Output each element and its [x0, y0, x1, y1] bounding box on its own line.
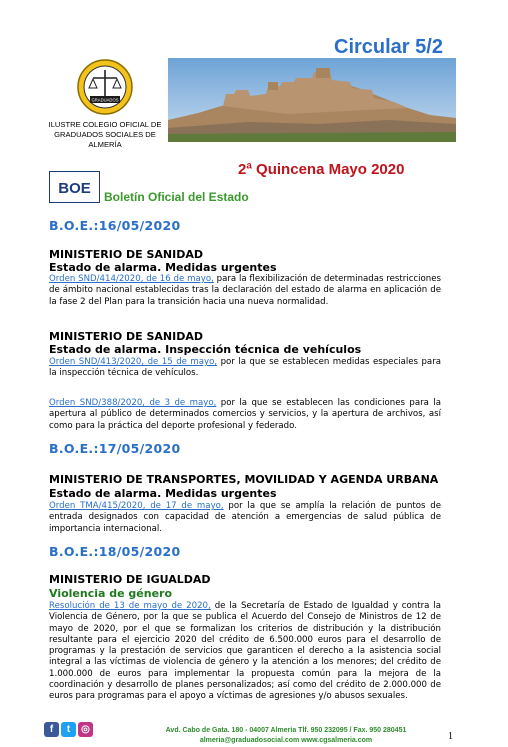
boe-logo — [49, 171, 100, 203]
footer-address: Avd. Cabo de Gata. 180 - 04007 Almería Tlf. 950 232095 / Fax. 950 280451 — [165, 727, 407, 734]
entry-text: por la que se establecen las condiciones para la apertura al público de determinados comercios y servicios, y la apertura de archivos, así como para la práctica del deporte profesional y federado. — [49, 398, 441, 431]
college-name: ILUSTRE COLEGIO OFICIAL DE GRADUADOS SOCIALES DE ALMERÍA — [48, 120, 162, 149]
boe-date-heading: B.O.E.:17/05/2020 — [49, 441, 181, 456]
boe-title: Boletín Oficial del Estado — [104, 190, 249, 204]
entry-paragraph — [49, 501, 441, 535]
ministry-heading: MINISTERIO DE TRANSPORTES, MOVILIDAD Y AGENDA URBANA — [49, 473, 439, 486]
ministry-heading: MINISTERIO DE SANIDAD — [49, 330, 204, 343]
circular-number: Circular 5/2 — [334, 36, 443, 58]
resolution-link[interactable]: Resolución de 13 de mayo de 2020, — [49, 601, 211, 611]
subject-heading: Estado de alarma. Inspección técnica de vehículos — [49, 343, 362, 356]
footer-email-web[interactable]: almeria@graduadosocial.com www.cgsalmeria.com — [199, 736, 373, 744]
facebook-icon[interactable]: f — [44, 722, 59, 737]
subject-heading: Estado de alarma. Medidas urgentes — [49, 261, 277, 274]
entry-text: para la flexibilización de determinadas restricciones de ámbito nacional establecidas tras la declaración del estado de alarma en aplicación de la fase 2 del Plan para la transición hacia una nueva normalidad. — [49, 274, 441, 307]
ministry-heading: MINISTERIO DE SANIDAD — [49, 248, 204, 261]
entry-paragraph — [49, 398, 441, 432]
boe-logo-text: BOE — [58, 180, 91, 197]
entry-paragraph — [49, 357, 441, 380]
footer-contact — [140, 726, 432, 745]
entry-text: por la que se establecen medidas especiales para la inspección técnica de vehículos. — [49, 357, 441, 379]
entry-text: por la que se amplía la relación de puntos de entrada designados con capacidad de atención a emergencias de salud pública de importancia internacional. — [49, 501, 442, 534]
order-link[interactable]: Orden SND/413/2020, de 15 de mayo, — [49, 357, 218, 367]
order-link[interactable]: Orden SND/414/2020, de 16 de mayo, — [49, 274, 214, 284]
entry-text: de la Secretaría de Estado de Igualdad y contra la Violencia de Género, por la que se publica el Acuerdo del Consejo de Ministros de 12 de mayo de 2020, por el que se formalizan los criterios de distribución y la distribución resultante para el ejercicio 2020 del crédito de 6.500.000 euros para el desarrollo de programas y la prestación de servicios que garanticen el derecho a la asistencia social integral a las víctimas de violencia de género y la atención a los menores; del crédito de 1.000.000 de euros para implementar la propuesta común para la mejora de la coordinación y desarrollo de planes personalizados; así como del crédito de 2.000.000 de euros para programas para el apoyo a víctimas de agresiones y/o abusos sexuales. — [49, 601, 441, 702]
boe-date-heading: B.O.E.:18/05/2020 — [49, 544, 181, 559]
page-number: 1 — [448, 731, 453, 742]
ministry-heading: MINISTERIO DE IGUALDAD — [49, 573, 211, 586]
subject-heading: Violencia de género — [49, 587, 173, 600]
college-seal-logo — [76, 58, 134, 116]
boe-date-heading: B.O.E.:16/05/2020 — [49, 218, 181, 233]
entry-paragraph — [49, 601, 441, 703]
instagram-icon[interactable]: ◎ — [78, 722, 93, 737]
order-link[interactable]: Orden SND/388/2020, de 3 de mayo, — [49, 398, 217, 408]
alcazaba-photo — [168, 58, 456, 142]
twitter-icon[interactable]: t — [61, 722, 76, 737]
quincena-title: 2ª Quincena Mayo 2020 — [238, 161, 405, 178]
svg-text:GRADUADOS: GRADUADOS — [91, 97, 119, 103]
order-link[interactable]: Orden TMA/415/2020, de 17 de mayo, — [49, 501, 224, 511]
entry-paragraph — [49, 274, 441, 308]
subject-heading: Estado de alarma. Medidas urgentes — [49, 487, 277, 500]
